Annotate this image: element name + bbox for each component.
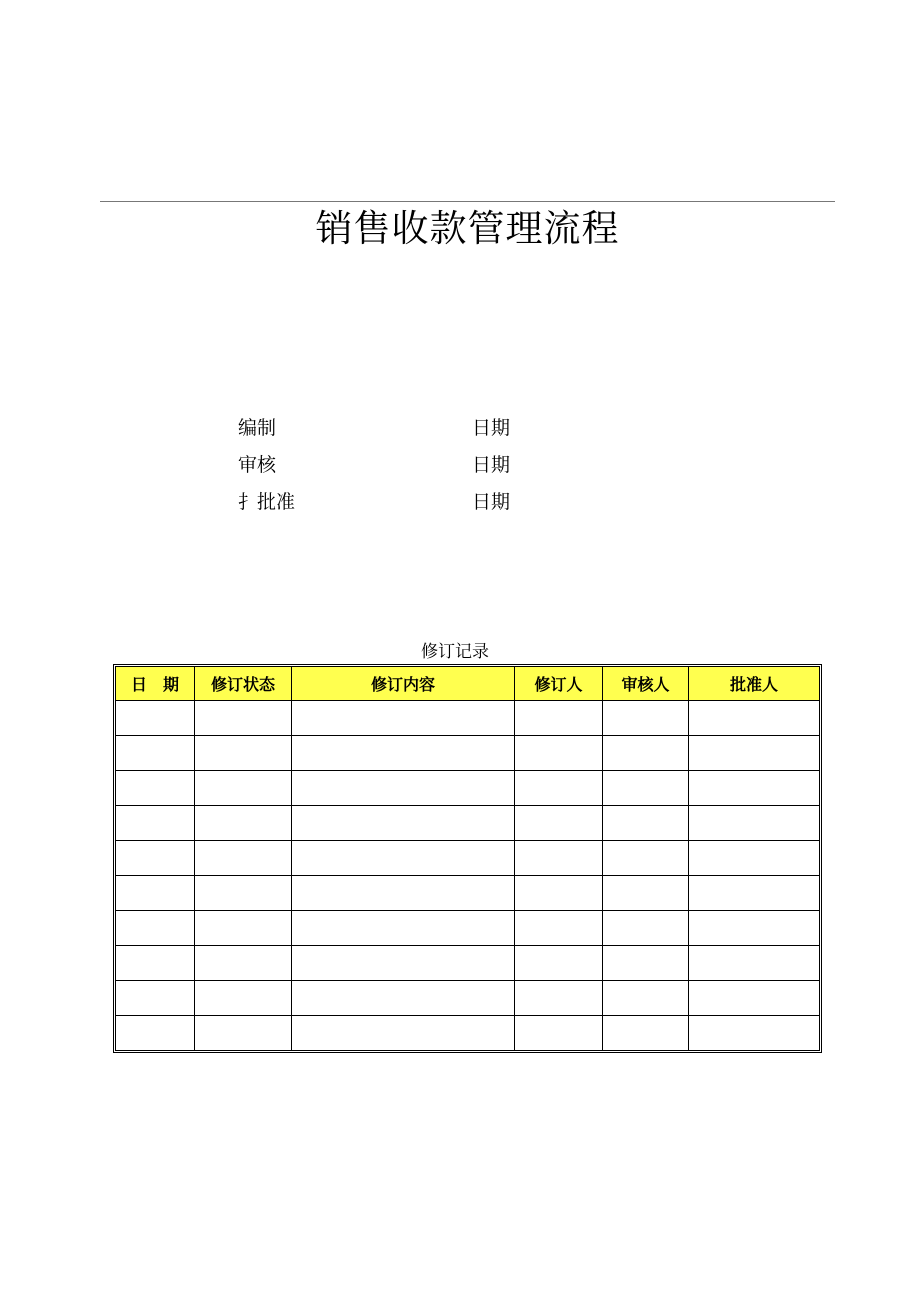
signoff-role-label: 扌批准 — [238, 491, 296, 513]
table-cell[interactable] — [195, 876, 292, 911]
revision-table-frame — [113, 664, 822, 1053]
table-cell[interactable] — [116, 1016, 195, 1051]
table-cell[interactable] — [603, 876, 689, 911]
table-cell[interactable] — [292, 876, 515, 911]
table-cell[interactable] — [515, 876, 603, 911]
table-cell[interactable] — [689, 701, 820, 736]
table-cell[interactable] — [603, 736, 689, 771]
table-cell[interactable] — [689, 946, 820, 981]
table-cell[interactable] — [195, 736, 292, 771]
table-cell[interactable] — [195, 701, 292, 736]
table-cell[interactable] — [292, 771, 515, 806]
table-cell[interactable] — [689, 876, 820, 911]
table-cell[interactable] — [603, 1016, 689, 1051]
table-cell[interactable] — [689, 806, 820, 841]
signoff-row-reviewed — [238, 452, 738, 478]
table-row — [116, 701, 820, 736]
signoff-row-prepared — [238, 415, 738, 441]
table-cell[interactable] — [195, 841, 292, 876]
table-cell[interactable] — [603, 771, 689, 806]
table-cell[interactable] — [515, 701, 603, 736]
table-cell[interactable] — [515, 981, 603, 1016]
revision-table — [115, 666, 820, 1051]
header-approver: 批准人 — [689, 667, 820, 701]
signoff-role-label: 编制 — [238, 417, 277, 439]
table-cell[interactable] — [292, 946, 515, 981]
table-cell[interactable] — [195, 806, 292, 841]
table-cell[interactable] — [116, 946, 195, 981]
table-cell[interactable] — [116, 876, 195, 911]
header-reviser: 修订人 — [515, 667, 603, 701]
table-cell[interactable] — [689, 736, 820, 771]
table-cell[interactable] — [603, 911, 689, 946]
signoff-row-approved — [238, 489, 738, 515]
table-cell[interactable] — [689, 771, 820, 806]
table-cell[interactable] — [116, 841, 195, 876]
table-cell[interactable] — [195, 946, 292, 981]
table-cell[interactable] — [116, 911, 195, 946]
table-cell[interactable] — [515, 806, 603, 841]
table-cell[interactable] — [195, 911, 292, 946]
signoff-date-label: 日期 — [472, 417, 511, 439]
table-row — [116, 1016, 820, 1051]
table-cell[interactable] — [515, 946, 603, 981]
table-row — [116, 981, 820, 1016]
table-cell[interactable] — [195, 981, 292, 1016]
table-cell[interactable] — [603, 841, 689, 876]
table-row — [116, 946, 820, 981]
table-cell[interactable] — [689, 1016, 820, 1051]
signoff-role-label: 审核 — [238, 454, 277, 476]
table-row — [116, 841, 820, 876]
table-row — [116, 736, 820, 771]
table-row — [116, 876, 820, 911]
table-cell[interactable] — [689, 911, 820, 946]
table-cell[interactable] — [292, 981, 515, 1016]
revision-table-caption: 修订记录 — [421, 642, 489, 662]
table-cell[interactable] — [515, 911, 603, 946]
revision-header-row — [116, 667, 820, 701]
table-cell[interactable] — [603, 701, 689, 736]
table-cell[interactable] — [603, 981, 689, 1016]
table-cell[interactable] — [116, 701, 195, 736]
table-row — [116, 911, 820, 946]
table-cell[interactable] — [116, 806, 195, 841]
header-revision-content: 修订内容 — [292, 667, 515, 701]
table-cell[interactable] — [292, 911, 515, 946]
header-rule — [100, 201, 835, 202]
table-cell[interactable] — [292, 841, 515, 876]
table-row — [116, 806, 820, 841]
table-cell[interactable] — [116, 736, 195, 771]
signoff-date-label: 日期 — [472, 491, 511, 513]
table-cell[interactable] — [292, 1016, 515, 1051]
table-cell[interactable] — [292, 806, 515, 841]
table-cell[interactable] — [689, 981, 820, 1016]
header-reviewer: 审核人 — [603, 667, 689, 701]
document-title: 销售收款管理流程 — [315, 207, 620, 250]
table-row — [116, 771, 820, 806]
table-cell[interactable] — [689, 841, 820, 876]
table-cell[interactable] — [603, 946, 689, 981]
table-cell[interactable] — [603, 806, 689, 841]
table-cell[interactable] — [515, 841, 603, 876]
header-date: 日 期 — [116, 667, 195, 701]
table-cell[interactable] — [195, 1016, 292, 1051]
table-cell[interactable] — [195, 771, 292, 806]
table-cell[interactable] — [292, 736, 515, 771]
table-cell[interactable] — [515, 771, 603, 806]
signoff-date-label: 日期 — [472, 454, 511, 476]
table-cell[interactable] — [515, 1016, 603, 1051]
revision-table-body — [116, 701, 820, 1051]
header-revision-status: 修订状态 — [195, 667, 292, 701]
table-cell[interactable] — [116, 771, 195, 806]
table-cell[interactable] — [292, 701, 515, 736]
table-cell[interactable] — [116, 981, 195, 1016]
table-cell[interactable] — [515, 736, 603, 771]
